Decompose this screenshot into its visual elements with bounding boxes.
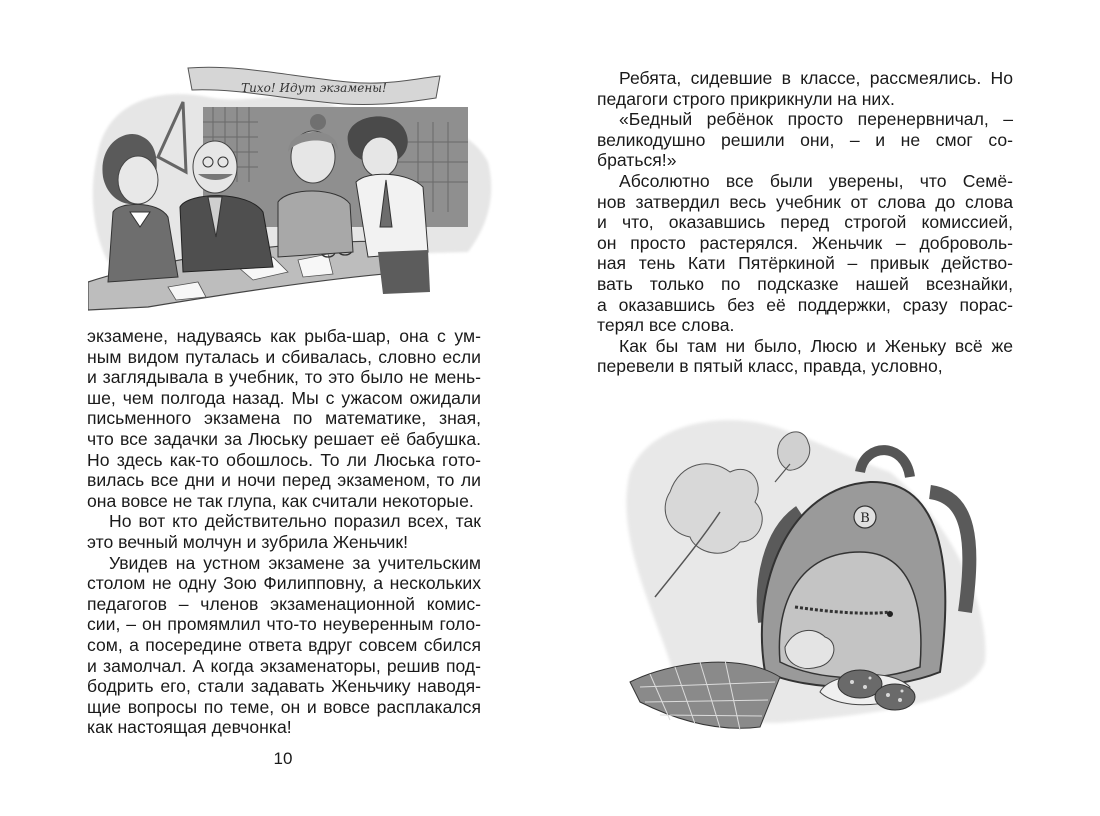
text-line: это вечный молчун и зубрила Женьчик! [87, 531, 408, 552]
paragraph [597, 68, 1013, 109]
text-line: щие вопросы по теме, он и вовсе расплакался [87, 696, 481, 717]
text-line: сии, – он промямлил что-то неуверенным голо- [87, 614, 481, 635]
exam-scene-drawing [88, 62, 513, 320]
paragraph [87, 326, 481, 511]
text-line: как настоящая девчонка! [87, 717, 292, 738]
sausage-slice [875, 684, 915, 710]
text-line: Увидев на устном экзамене за учительским [109, 552, 481, 573]
text-line: вать только по подсказке нашей всезнайки, [597, 273, 1013, 294]
exam-scene-illustration [88, 62, 513, 320]
zipper-pull [887, 611, 893, 617]
text-line: педагогов – членов экзаменационной комис- [87, 593, 481, 614]
text-line: ше, чем полгода назад. Мы с ужасом ожидали [87, 387, 481, 408]
paragraph [597, 171, 1013, 336]
text-line: он просто растерялся. Женьчик – доброволь- [597, 232, 1013, 253]
text-line: и заглядывала в учебник, то это было не мень- [87, 367, 481, 388]
text-line: педагоги строго прикрикнули на них. [597, 88, 895, 109]
text-line: она вовсе не так глупа, как считали некоторые. [87, 490, 474, 511]
text-line: а оказавшись без её поддержки, сразу порас- [597, 294, 1013, 315]
text-line: браться!» [597, 150, 677, 171]
text-line: ным видом путалась и сбивалась, словно если [87, 346, 481, 367]
text-line: терял все слова. [597, 315, 735, 336]
paragraph [87, 511, 481, 552]
text-line: что все задачки за Люську решает её бабушка. [87, 428, 481, 449]
checkered-napkin [630, 662, 780, 728]
text-line: письменного экзамена по математике, зная, [87, 408, 481, 429]
paragraph [597, 109, 1013, 171]
text-line: экзамене, надуваясь как рыба-шар, она с ум- [87, 326, 481, 346]
text-line: великодушно решили они, – и не смог со- [597, 129, 1013, 150]
text-line: Но здесь как-то обошлось. То ли Люська гото- [87, 449, 481, 470]
text-line: перевели в пятый класс, правда, условно, [597, 356, 943, 377]
backpack-illustration [590, 402, 1030, 762]
backpack-drawing [590, 402, 1030, 762]
page-number: 10 [273, 749, 293, 768]
badge-letter: В [860, 511, 870, 526]
paragraph [87, 553, 481, 738]
right-page [550, 0, 1100, 816]
text-line: Как бы там ни было, Люсю и Женьку всё же [619, 335, 1013, 356]
paragraph [597, 336, 1013, 377]
text-line: бодрить его, стали задавать Женьчику наводя- [87, 676, 481, 697]
text-line: вилась все дни и ночи перед экзаменом, то ли [87, 470, 481, 491]
text-line: столом не одну Зою Филипповну, а нескольких [87, 573, 481, 594]
text-line: ная тень Кати Пятёркиной – привык действо- [597, 253, 1013, 274]
banner-handwriting: Тихо! Идут экзамены! [241, 81, 387, 95]
right-page-body-text [597, 68, 1013, 377]
text-line: и замолчал. А когда экзаменаторы, решив под- [87, 655, 481, 676]
text-line: сом, а посередине ответа вдруг совсем сбился [87, 634, 481, 655]
text-line: Абсолютно все были уверены, что Семё- [619, 170, 1013, 191]
text-line: Ребята, сидевшие в классе, рассмеялись. Но [619, 68, 1013, 88]
text-line: Но вот кто действительно поразил всех, так [109, 511, 481, 532]
text-line: «Бедный ребёнок просто перенервничал, – [619, 109, 1013, 130]
text-line: нов затвердил весь учебник от слова до слова [597, 191, 1013, 212]
text-line: и что, оказавшись перед строгой комиссией, [597, 212, 1013, 233]
left-page-body-text [87, 326, 481, 738]
